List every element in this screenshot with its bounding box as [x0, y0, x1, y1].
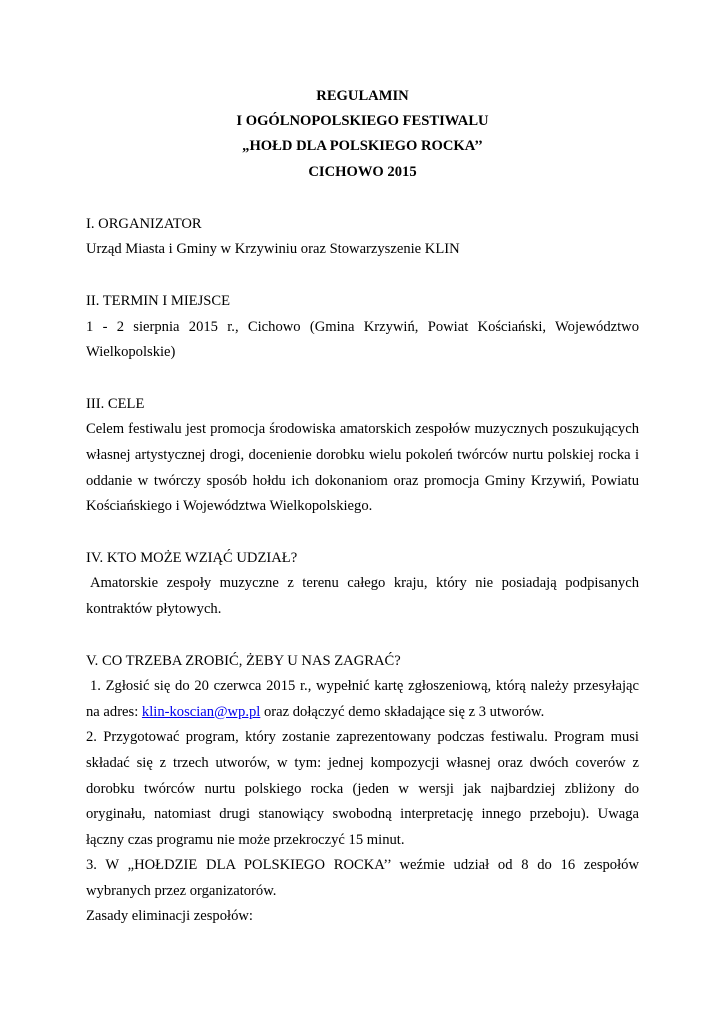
spacer: [86, 263, 639, 289]
section-text-organizer: Urząd Miasta i Gminy w Krzywiniu oraz Stowarzyszenie KLIN: [86, 241, 460, 258]
section-heading-organizer: I. ORGANIZATOR: [86, 215, 202, 232]
section-how-to-play: [86, 649, 639, 931]
section-heading-participants: IV. KTO MOŻE WZIĄĆ UDZIAŁ?: [86, 549, 298, 566]
list-item-register: [86, 674, 639, 725]
section-organizer: [86, 212, 639, 263]
section-text-participants: Amatorskie zespoły muzyczne z terenu całego kraju, który nie posiadają podpisanych kontraktów płytowych.: [86, 575, 639, 617]
register-text-after: oraz dołączyć demo składające się z 3 utworów.: [260, 703, 545, 720]
section-heading-goals: III. CELE: [86, 395, 145, 412]
section-text-date-place: 1 - 2 sierpnia 2015 r., Cichowo (Gmina Krzywiń, Powiat Kościański, Województwo Wielkopolskie): [86, 318, 639, 361]
list-item-selection: 3. W „HOŁDZIE DLA POLSKIEGO ROCKA’’ weźmie udział od 8 do 16 zespołów wybranych przez organizatorów.: [86, 857, 639, 899]
title-line-place-year: CICHOWO 2015: [308, 163, 417, 180]
title-line-name: „HOŁD DLA POLSKIEGO ROCKA’’: [242, 138, 483, 155]
title-line-festival: I OGÓLNOPOLSKIEGO FESTIWALU: [236, 113, 489, 130]
document-title-block: [86, 84, 639, 185]
spacer: [86, 623, 639, 649]
document-page: [86, 84, 639, 930]
section-heading-date-place: II. TERMIN I MIEJSCE: [86, 293, 231, 309]
list-item-program: 2. Przygotować program, który zostanie zaprezentowany podczas festiwalu. Program musi składać się z trzech utworów, w tym: jednej kompozycji własnej oraz dwóch coverów z dorobku twórców nurtu polskiego rocka (jeden w wersji jak najbardziej zbliżony do oryginału, natomiast drugi stanowiący swobodną interpretację innego przeboju). Uwaga łączny czas programu nie może przekroczyć 15 minut.: [86, 729, 639, 848]
title-line-regulamin: REGULAMIN: [316, 88, 409, 104]
list-item-elimination-rules: Zasady eliminacji zespołów:: [86, 908, 253, 925]
email-link[interactable]: klin-koscian@wp.pl: [141, 703, 261, 720]
section-participants: [86, 546, 639, 623]
spacer: [86, 520, 639, 546]
section-goals: [86, 392, 639, 520]
register-text-before: 1. Zgłosić się do 20 czerwca 2015 r., wypełnić kartę zgłoszeniową, którą należy przesyłając na adres:: [86, 678, 639, 720]
section-text-goals: Celem festiwalu jest promocja środowiska amatorskich zespołów muzycznych poszukujących własnej artystycznej drogi, docenienie dorobku wielu pokoleń twórców nurtu polskiej rocka i oddanie w twórczy sposób hołdu ich dokonaniom oraz promocja Gminy Krzywiń, Powiatu Kościańskiego i Województwa Wielkopolskiego.: [86, 421, 639, 515]
section-heading-how-to-play: V. CO TRZEBA ZROBIĆ, ŻEBY U NAS ZAGRAĆ?: [86, 652, 401, 669]
section-date-place: [86, 289, 639, 366]
spacer: [86, 185, 639, 212]
spacer: [86, 366, 639, 392]
